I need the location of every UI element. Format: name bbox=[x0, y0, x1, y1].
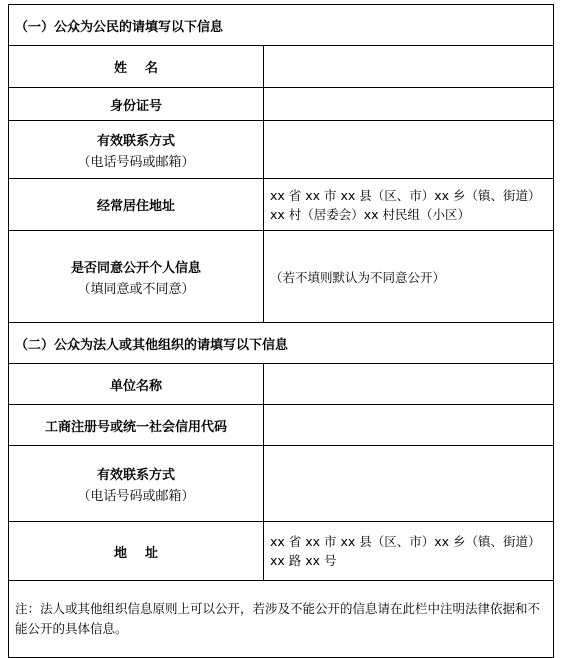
org-contact-label: 有效联系方式 bbox=[96, 467, 175, 483]
name-label-text: 姓 名 bbox=[113, 61, 159, 76]
address-field[interactable] bbox=[264, 522, 554, 581]
row-consent bbox=[9, 231, 554, 323]
id-card-label: 身份证号 bbox=[9, 88, 264, 121]
org-name-field[interactable] bbox=[264, 364, 554, 405]
section2-title: （二）公众为法人或其他组织的请填写以下信息 bbox=[9, 323, 554, 364]
org-contact-field[interactable] bbox=[264, 446, 554, 522]
org-contact-label-cell bbox=[9, 446, 264, 522]
contact-label-cell bbox=[9, 121, 264, 179]
consent-sublabel: （填同意或不同意） bbox=[77, 281, 195, 297]
section1-title: （一）公众为公民的请填写以下信息 bbox=[9, 5, 554, 46]
info-form-table bbox=[8, 4, 554, 658]
residence-field[interactable] bbox=[264, 179, 554, 231]
section2-header-row bbox=[9, 323, 554, 364]
reg-code-label: 工商注册号或统一社会信用代码 bbox=[9, 405, 264, 446]
row-note bbox=[9, 581, 554, 658]
consent-label: 是否同意公开个人信息 bbox=[70, 260, 201, 276]
row-residence bbox=[9, 179, 554, 231]
id-card-field[interactable] bbox=[264, 88, 554, 121]
name-label bbox=[9, 46, 264, 88]
row-name bbox=[9, 46, 554, 88]
address-label-cell bbox=[9, 522, 264, 581]
consent-field[interactable] bbox=[264, 231, 554, 323]
org-contact-sublabel: （电话号码或邮箱） bbox=[77, 488, 195, 504]
residence-line1: xx 省 xx 市 xx 县（区、市）xx 乡（镇、街道） bbox=[270, 187, 541, 203]
contact-field[interactable] bbox=[264, 121, 554, 179]
row-org-contact bbox=[9, 446, 554, 522]
name-field[interactable] bbox=[264, 46, 554, 88]
org-name-label: 单位名称 bbox=[9, 364, 264, 405]
row-reg-code bbox=[9, 405, 554, 446]
reg-code-field[interactable] bbox=[264, 405, 554, 446]
note-text: 注：法人或其他组织信息原则上可以公开，若涉及不能公开的信息请在此栏中注明法律依据和不能公开的具体信息。 bbox=[9, 581, 554, 658]
consent-hint: （若不填则默认为不同意公开） bbox=[270, 269, 446, 285]
row-org-name bbox=[9, 364, 554, 405]
row-address bbox=[9, 522, 554, 581]
residence-label: 经常居住地址 bbox=[9, 179, 264, 231]
contact-sublabel: （电话号码或邮箱） bbox=[77, 154, 195, 170]
section1-header-row bbox=[9, 5, 554, 46]
row-id-card bbox=[9, 88, 554, 121]
residence-line2: xx 村（居委会）xx 村民组（小区） bbox=[270, 206, 471, 222]
consent-label-cell bbox=[9, 231, 264, 323]
address-label: 地 址 bbox=[113, 545, 159, 561]
address-line1: xx 省 xx 市 xx 县（区、市）xx 乡（镇、街道） bbox=[270, 534, 541, 549]
row-contact bbox=[9, 121, 554, 179]
address-line2: xx 路 xx 号 bbox=[270, 553, 337, 568]
contact-label: 有效联系方式 bbox=[96, 133, 175, 149]
